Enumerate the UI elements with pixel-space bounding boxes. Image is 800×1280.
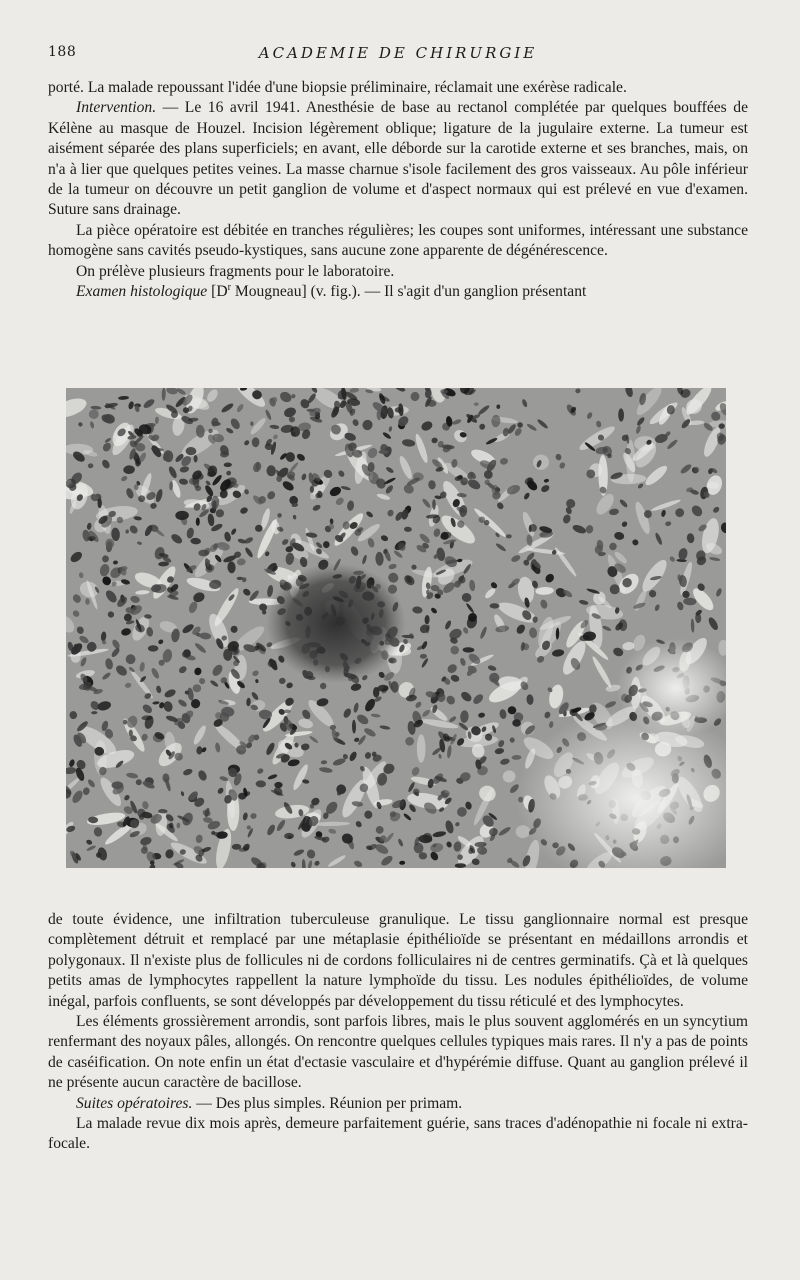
text-run: [D [207, 283, 228, 301]
text-run: La malade revue dix mois après, demeure parfaitement guérie, sans traces d'adénopathie ni focale ni extra-focale. [48, 1115, 748, 1153]
italic-run: Suites opératoires. [76, 1094, 193, 1112]
body-text-bottom [48, 910, 748, 1155]
paragraph [48, 98, 748, 220]
paragraph [48, 1012, 748, 1094]
text-run: de toute évidence, une infiltration tuberculeuse granulique. Le tissu ganglionnaire normal est presque complètement détruit et remplacé par une métaplasie épithélioïde se présentant en médaillons arrondis et polygonaux. Il n'existe plus de follicules ni de cordons folliculaires ni de centres germinatifs. Çà et là quelques petits amas de lymphocytes rappellent la nature lymphoïde du tissu. Les nodules épithélioïdes, de volume inégal, parfois confluents, se sont développés par développement du tissu réticulé et des lymphocytes. [48, 911, 748, 1010]
running-head: ACADEMIE DE CHIRURGIE [258, 44, 538, 62]
paragraph [48, 1114, 748, 1155]
page-number: 188 [48, 44, 77, 60]
italic-run: Intervention. [76, 99, 157, 117]
text-run: Mougneau] (v. fig.). — Il s'agit d'un ganglion présentant [230, 283, 587, 301]
paragraph [48, 262, 748, 282]
paragraph [48, 282, 748, 302]
text-run: — Le 16 avril 1941. Anesthésie de base au rectanol complétée par quelques bouffées de Kélène au masque de Houzel. Incision légèrement oblique; ligature de la jugulaire externe. La tumeur est aisément séparée des plans superficiels; en avant, elle déborde sur la carotide externe et ses branches, mais, on n'a à lier que quelques petites veines. La masse charnue s'isole facilement des gros vaisseaux. Au pôle inférieur de la tumeur on découvre un petit ganglion de volume et d'aspect normaux qui est prélevé en vue d'examen. Suture sans drainage. [48, 99, 748, 219]
text-run: Les éléments grossièrement arrondis, sont parfois libres, mais le plus souvent agglomérés en un syncytium renfermant des noyaux pâles, allongés. On rencontre quelques cellules typiques mais rares. Il n'y a pas de points de caséification. On note enfin un état d'ectasie vasculaire et d'hypérémie diffuse. Quant au ganglion prélevé il ne présente aucun caractère de bacillose. [48, 1013, 748, 1092]
text-run: r [227, 281, 231, 293]
paragraph [48, 78, 748, 98]
text-run: On prélève plusieurs fragments pour le laboratoire. [76, 262, 395, 280]
text-run: La pièce opératoire est débitée en tranches régulières; les coupes sont uniformes, intéressant une substance homogène sans cavités pseudo-kystiques, sans aucune zone apparente de dégénérescence. [48, 221, 748, 260]
paragraph [48, 221, 748, 262]
paragraph [48, 910, 748, 1012]
text-run: — Des plus simples. Réunion per primam. [192, 1094, 463, 1112]
paragraph [48, 1094, 748, 1114]
page-header [48, 44, 748, 64]
histology-micrograph [66, 388, 726, 868]
body-text-top [48, 78, 748, 302]
italic-run: Examen histologique [76, 283, 208, 301]
text-run: porté. La malade repoussant l'idée d'une biopsie préliminaire, réclamait une exérèse radicale. [48, 79, 627, 96]
